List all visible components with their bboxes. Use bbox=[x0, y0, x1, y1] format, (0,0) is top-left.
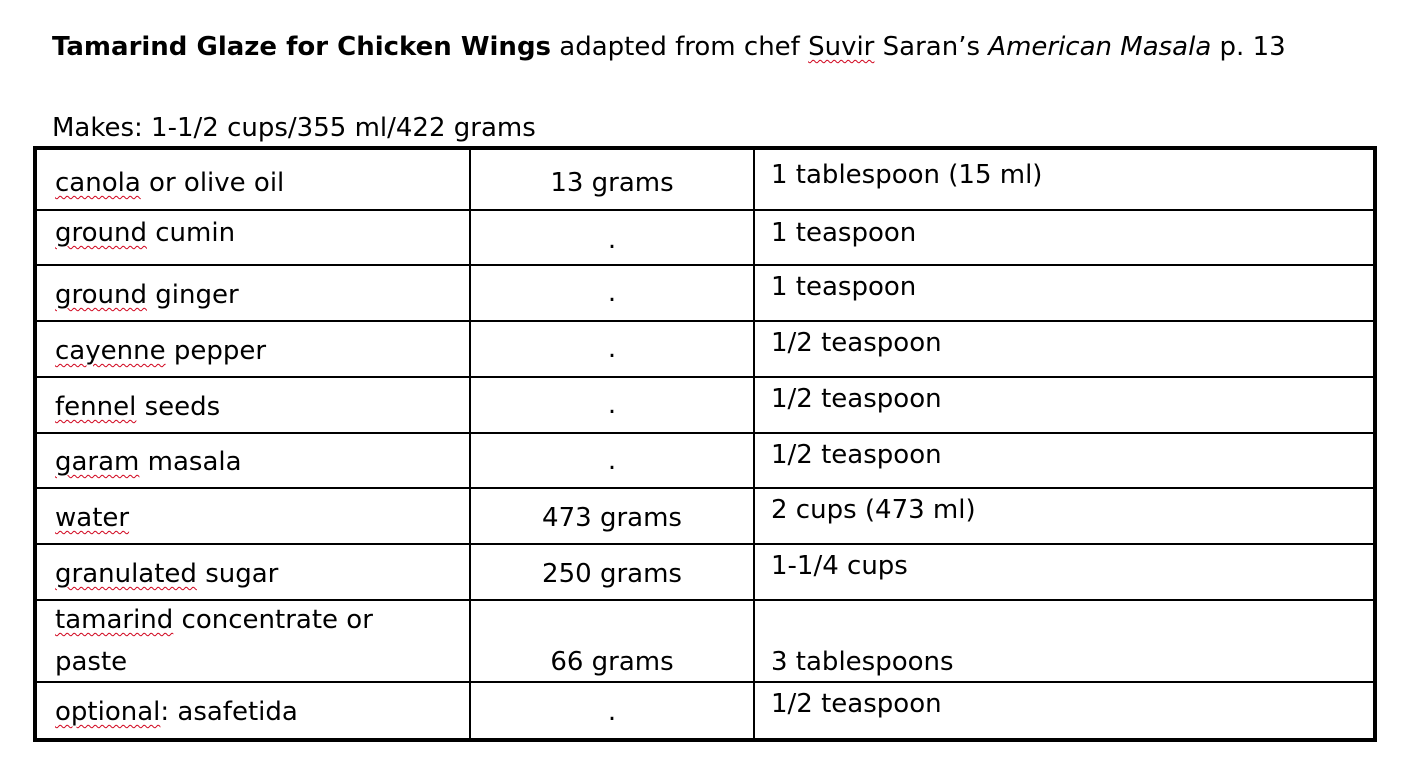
table-row bbox=[35, 600, 1375, 682]
ingredient-name: water bbox=[55, 503, 130, 533]
ingredient-cell bbox=[35, 433, 470, 488]
grams-value: . bbox=[607, 697, 617, 727]
table-row bbox=[35, 377, 1375, 433]
grams-value: . bbox=[607, 390, 617, 420]
ingredient-name-rest: seeds bbox=[136, 392, 221, 422]
measure-cell bbox=[754, 321, 1375, 377]
ingredient-name-rest: : asafetida bbox=[160, 697, 298, 727]
measure-value: 1/2 teaspoon bbox=[771, 689, 942, 719]
grams-value: 13 grams bbox=[550, 168, 674, 198]
measure-cell bbox=[754, 265, 1375, 321]
ingredient-name: canola bbox=[55, 168, 141, 198]
measure-cell bbox=[754, 488, 1375, 544]
measure-value: 2 cups (473 ml) bbox=[771, 495, 976, 525]
ingredient-cell bbox=[35, 377, 470, 433]
ingredient-cell bbox=[35, 682, 470, 740]
measure-cell bbox=[754, 600, 1375, 682]
ingredient-cell bbox=[35, 210, 470, 265]
grams-value: 473 grams bbox=[542, 503, 682, 533]
ingredient-name: optional bbox=[55, 697, 161, 727]
grams-value: . bbox=[607, 334, 617, 364]
table-row bbox=[35, 210, 1375, 265]
grams-cell bbox=[470, 210, 754, 265]
table-row bbox=[35, 488, 1375, 544]
title-bold: Tamarind Glaze for Chicken Wings bbox=[52, 32, 552, 62]
ingredient-name: garam bbox=[55, 447, 140, 477]
ingredient-name-rest: cumin bbox=[147, 218, 236, 248]
table-row bbox=[35, 148, 1375, 210]
grams-value: . bbox=[607, 446, 617, 476]
title-chef-last: Saran’s bbox=[874, 32, 989, 62]
ingredient-name-rest: ginger bbox=[147, 280, 239, 310]
measure-cell bbox=[754, 210, 1375, 265]
ingredient-cell bbox=[35, 148, 470, 210]
measure-value: 3 tablespoons bbox=[771, 647, 954, 677]
grams-cell bbox=[470, 265, 754, 321]
measure-value: 1 teaspoon bbox=[771, 272, 917, 302]
measure-value: 1 teaspoon bbox=[771, 218, 917, 248]
ingredient-name: tamarind bbox=[55, 605, 174, 635]
title-book: American Masala bbox=[988, 32, 1212, 62]
ingredient-cell bbox=[35, 321, 470, 377]
measure-value: 1-1/4 cups bbox=[771, 551, 908, 581]
ingredient-name-line2: paste bbox=[55, 647, 128, 677]
grams-cell bbox=[470, 433, 754, 488]
title-chef-first: Suvir bbox=[808, 32, 875, 62]
table-row bbox=[35, 433, 1375, 488]
ingredient-name: fennel bbox=[55, 392, 137, 422]
grams-cell bbox=[470, 544, 754, 600]
grams-cell bbox=[470, 377, 754, 433]
grams-value: 66 grams bbox=[550, 647, 674, 677]
ingredient-name-rest: or olive oil bbox=[140, 168, 285, 198]
grams-cell bbox=[470, 488, 754, 544]
ingredient-name: ground bbox=[55, 280, 147, 310]
measure-cell bbox=[754, 148, 1375, 210]
title-adapted: adapted from chef bbox=[551, 32, 809, 62]
table-row bbox=[35, 321, 1375, 377]
ingredient-name-rest: masala bbox=[139, 447, 242, 477]
measure-cell bbox=[754, 682, 1375, 740]
ingredient-cell bbox=[35, 265, 470, 321]
ingredient-name: granulated bbox=[55, 559, 197, 589]
recipe-title bbox=[52, 30, 1286, 64]
grams-cell bbox=[470, 321, 754, 377]
ingredient-name-rest: sugar bbox=[196, 559, 279, 589]
measure-cell bbox=[754, 433, 1375, 488]
grams-cell bbox=[470, 148, 754, 210]
ingredient-cell bbox=[35, 600, 470, 682]
grams-value: 250 grams bbox=[542, 559, 682, 589]
measure-value: 1/2 teaspoon bbox=[771, 384, 942, 414]
table-row bbox=[35, 682, 1375, 740]
measure-value: 1 tablespoon (15 ml) bbox=[771, 160, 1043, 190]
measure-cell bbox=[754, 544, 1375, 600]
yield-text: Makes: 1-1/2 cups/355 ml/422 grams bbox=[52, 113, 536, 143]
grams-cell bbox=[470, 682, 754, 740]
ingredient-name-rest: concentrate or bbox=[173, 605, 373, 635]
grams-value: . bbox=[607, 278, 617, 308]
table-row bbox=[35, 265, 1375, 321]
measure-cell bbox=[754, 377, 1375, 433]
ingredient-name: ground bbox=[55, 218, 147, 248]
ingredients-table bbox=[33, 146, 1377, 742]
grams-value: . bbox=[607, 225, 617, 255]
ingredient-cell bbox=[35, 544, 470, 600]
measure-value: 1/2 teaspoon bbox=[771, 328, 942, 358]
ingredient-name-rest: pepper bbox=[165, 336, 267, 366]
ingredient-cell bbox=[35, 488, 470, 544]
measure-value: 1/2 teaspoon bbox=[771, 440, 942, 470]
title-page: p. 13 bbox=[1211, 32, 1286, 62]
table-row bbox=[35, 544, 1375, 600]
ingredient-name: cayenne bbox=[55, 336, 166, 366]
grams-cell bbox=[470, 600, 754, 682]
